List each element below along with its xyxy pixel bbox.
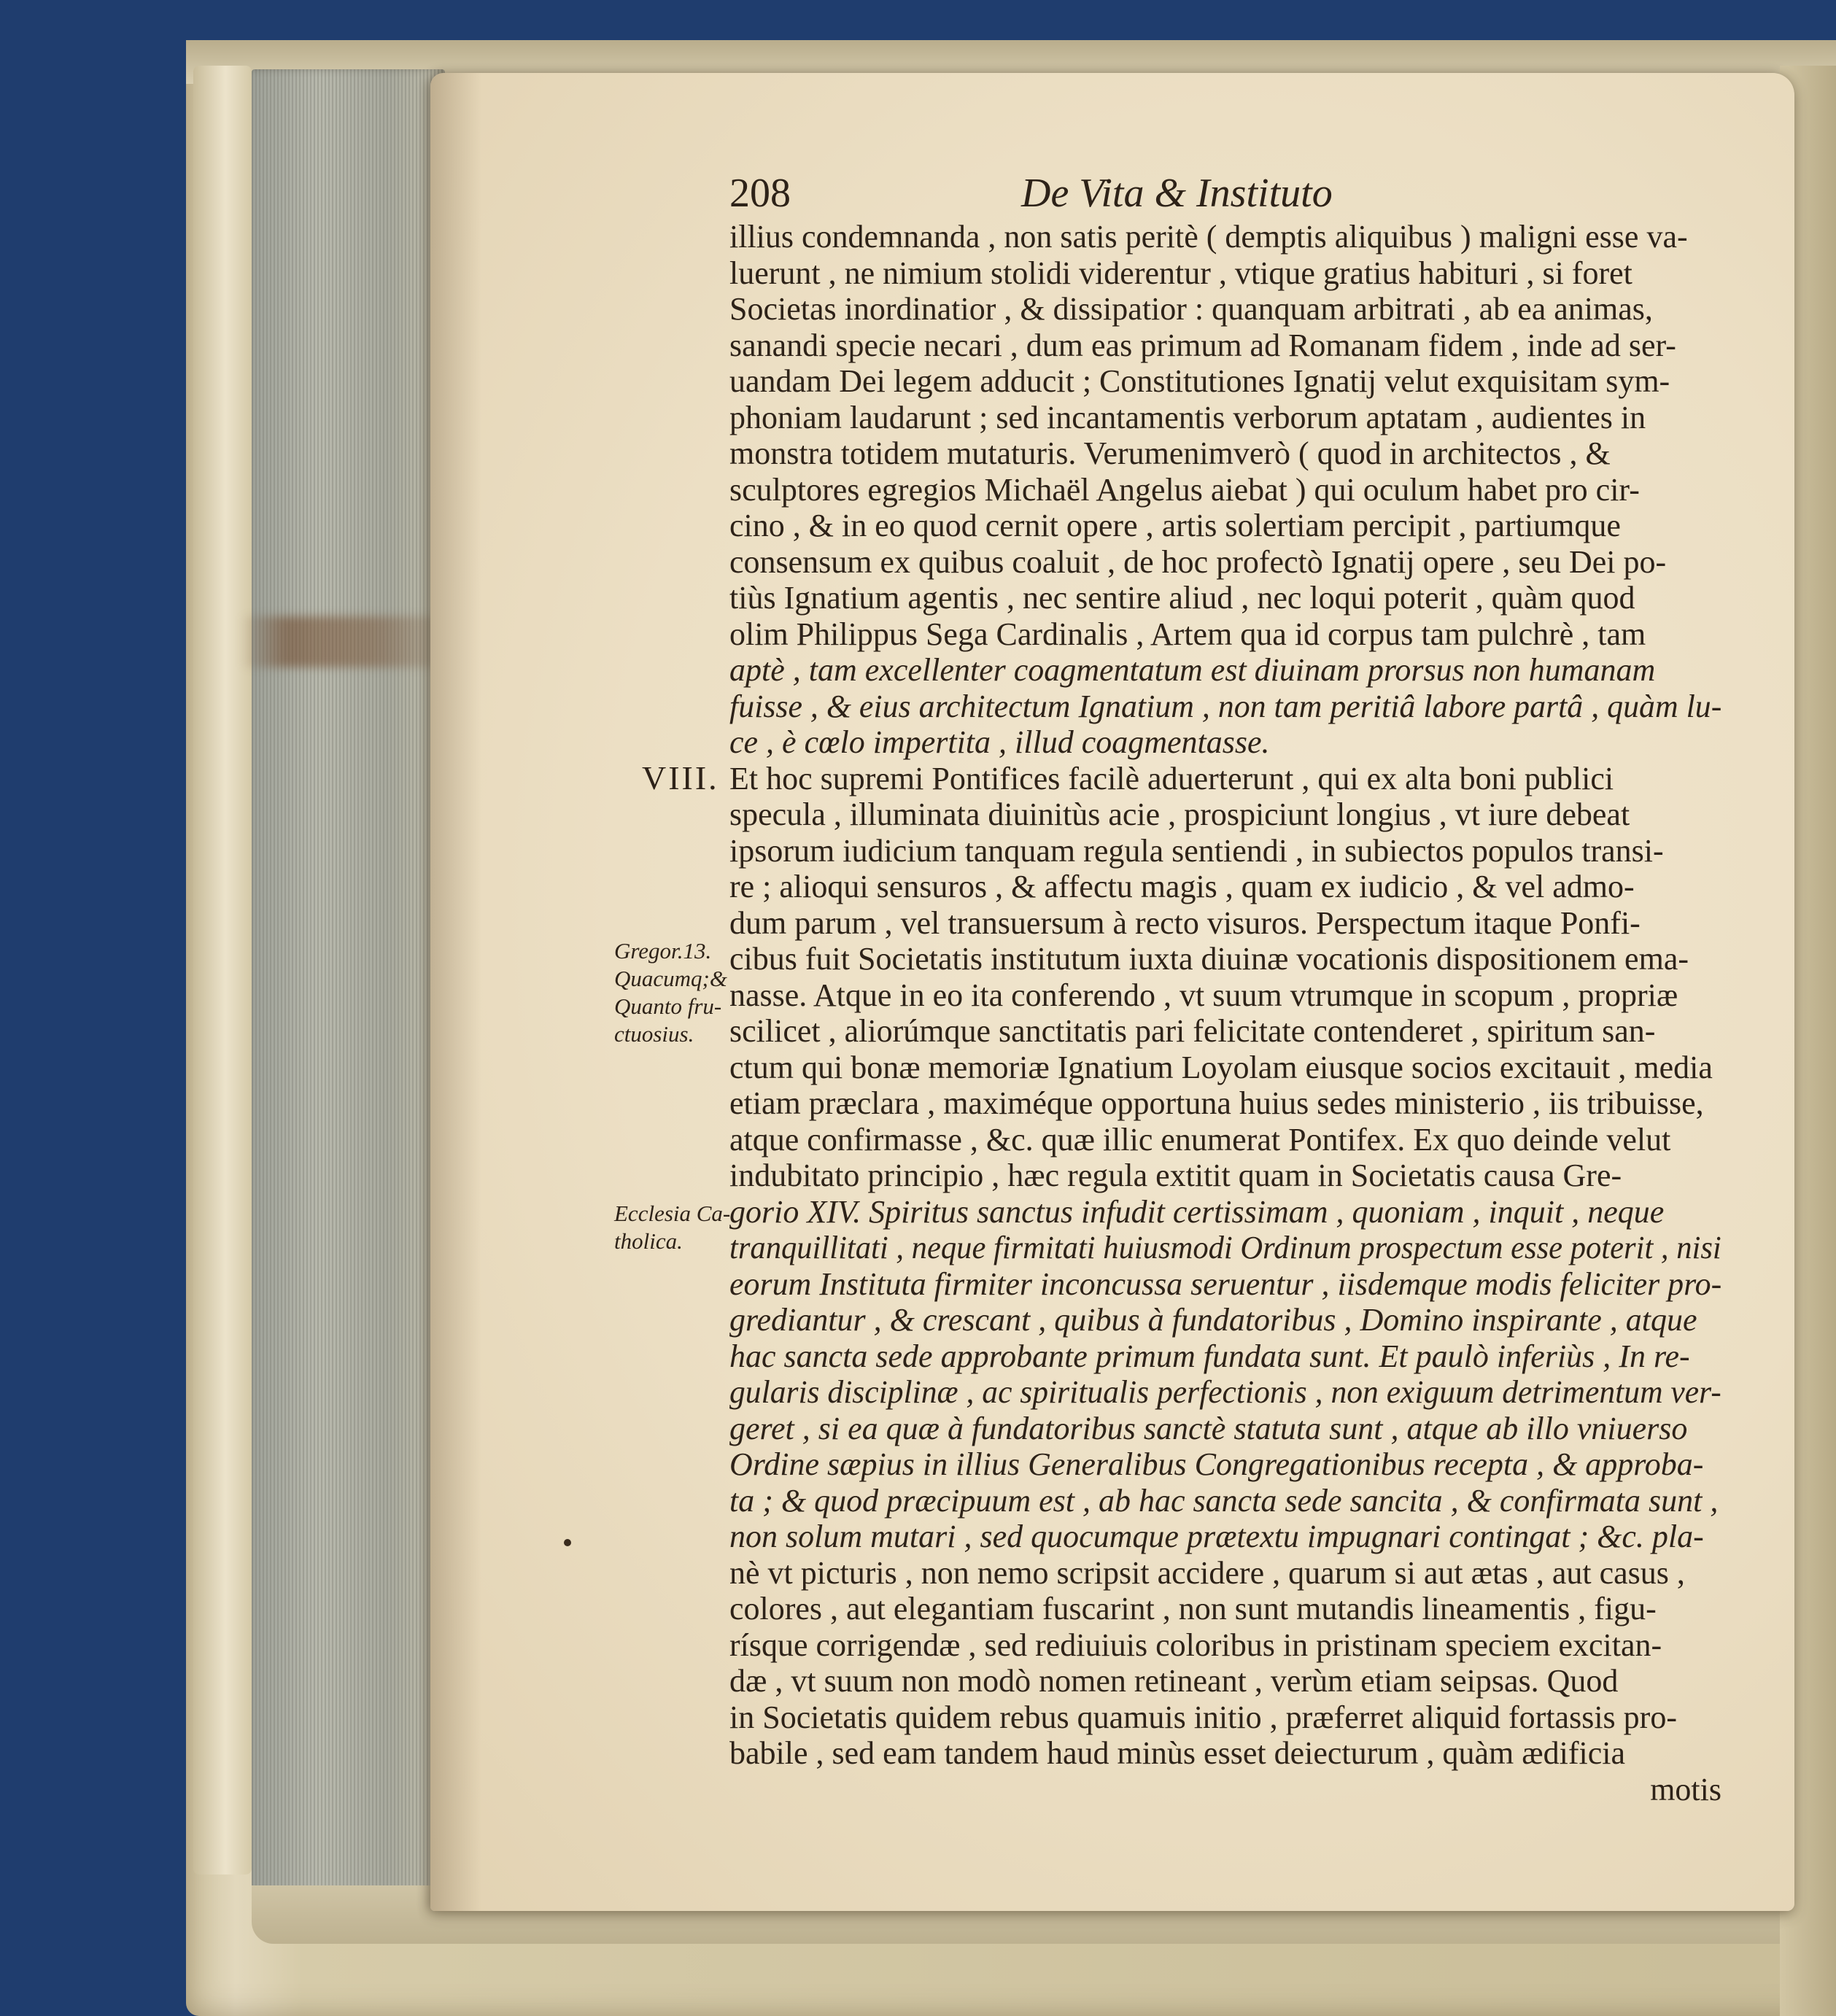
page-number: 208 — [729, 171, 791, 216]
margin-note-ecclesia — [614, 1200, 738, 1255]
text-line: Ordine sæpius in illius Generalibus Congregationibus recepta , & approba- — [729, 1446, 1704, 1482]
text-line: scilicet , aliorúmque sanctitatis pari felicitate contenderet , spiritum san- — [729, 1013, 1656, 1049]
text-line: Et hoc supremi Pontifices facilè aduerterunt , qui ex alta boni publici — [729, 760, 1614, 796]
text-line: sanandi specie necari , dum eas primum ad Romanam fidem , inde ad ser- — [729, 327, 1676, 363]
text-line: non solum mutari , sed quocumque prætextu impugnari contingat ; &c. pla- — [729, 1519, 1704, 1554]
ink-dot — [564, 1539, 571, 1546]
text-line: gorio XIV. Spiritus sanctus infudit certissimam , quoniam , inquit , neque — [729, 1193, 1665, 1230]
margin-note-line: ctuosius. — [614, 1021, 694, 1047]
text-line: sculptores egregios Michaël Angelus aiebat ) qui oculum habet pro cir- — [729, 471, 1640, 508]
text-line: uandam Dei legem adducit ; Constitutiones Ignatij velut exquisitam sym- — [729, 363, 1670, 399]
text-line: tranquillitati , neque firmitati huiusmodi Ordinum prospectum esse poterit , nisi — [729, 1230, 1721, 1265]
text-line: cibus fuit Societatis institutum iuxta diuinæ vocationis dispositionem ema- — [729, 941, 1689, 977]
margin-note-line: Quacumq;& — [614, 966, 727, 991]
page-edges — [252, 69, 445, 1896]
text-line: gularis disciplinæ , ac spiritualis perfectionis , non exiguum detrimentum ver- — [729, 1374, 1721, 1410]
text-line: hac sancta sede approbante primum fundata sunt. Et paulò inferiùs , In re- — [729, 1338, 1690, 1374]
text-line: ce , è cœlo impertita , illud coagmentasse. — [729, 724, 1270, 760]
margin-note-line: Gregor.13. — [614, 938, 712, 964]
margin-note-line: Quanto fru- — [614, 993, 722, 1019]
margin-note-gregory — [614, 937, 738, 1048]
running-header — [729, 164, 1459, 222]
text-line: indubitato principio , hæc regula extitit quam in Societatis causa Gre- — [729, 1158, 1622, 1193]
text-line: specula , illuminata diuinitùs acie , prospiciunt longius , vt iure debeat — [729, 796, 1630, 832]
text-line: aptè , tam excellenter coagmentatum est diuinam prorsus non humanam — [729, 652, 1656, 688]
text-line: illius condemnanda , non satis peritè ( demptis aliquibus ) maligni esse va- — [729, 219, 1688, 255]
text-line: motis — [1650, 1771, 1721, 1807]
text-line: rísque corrigendæ , sed rediuiuis coloribus in pristinam speciem excitan- — [729, 1627, 1662, 1663]
section-number: VIII. — [642, 759, 719, 796]
text-line: monstra totidem mutaturis. Verumenimverò ( quod in architectos , & — [729, 435, 1611, 471]
text-line: ctum qui bonæ memoriæ Ignatium Loyolam eiusque socios excitauit , media — [729, 1049, 1713, 1085]
text-line: fuisse , & eius architectum Ignatium , non tam peritiâ labore partâ , quàm lu- — [729, 688, 1722, 724]
gutter-shadow — [430, 73, 481, 1911]
text-line: babile , sed eam tandem haud minùs esset deiecturum , quàm ædificia — [729, 1735, 1625, 1771]
text-line: cino , & in eo quod cernit opere , artis solertiam percipit , partiumque — [729, 508, 1621, 543]
margin-note-line: Ecclesia Ca- — [614, 1201, 731, 1226]
text-line: olim Philippus Sega Cardinalis , Artem qua id corpus tam pulchrè , tam — [729, 616, 1646, 652]
margin-note-line: tholica. — [614, 1228, 683, 1254]
cover-fold — [193, 66, 252, 1875]
text-line: geret , si ea quæ à fundatoribus sanctè statuta sunt , atque ab illo vniuerso — [729, 1410, 1688, 1446]
text-line: grediantur , & crescant , quibus à fundatoribus , Domino inspirante , atque — [729, 1302, 1697, 1338]
text-line: luerunt , ne nimium stolidi viderentur , vtique gratius habituri , si foret — [729, 255, 1632, 291]
running-title: De Vita & Instituto — [1021, 171, 1333, 216]
text-line: ta ; & quod præcipuum est , ab hac sancta sede sancita , & confirmata sunt , — [729, 1482, 1719, 1519]
text-line: dum parum , vel transuersum à recto visuros. Perspectum itaque Ponfi- — [729, 904, 1641, 941]
text-line: ipsorum iudicium tanquam regula sentiendi , in subiectos populos transi- — [729, 832, 1664, 869]
text-line: eorum Instituta firmiter inconcussa seruentur , iisdemque modis feliciter pro- — [729, 1265, 1722, 1302]
body-text — [729, 219, 1721, 1807]
text-line: re ; alioqui sensuros , & affectu magis , quam ex iudicio , & vel admo- — [729, 869, 1635, 904]
text-line: dæ , vt suum non modò nomen retineant , verùm etiam seipsas. Quod — [729, 1663, 1619, 1699]
text-line: Societas inordinatior , & dissipatior : quanquam arbitrati , ab ea animas, — [729, 291, 1653, 327]
text-line: nasse. Atque in eo ita conferendo , vt suum vtrumque in scopum , propriæ — [729, 977, 1678, 1013]
text-line: colores , aut elegantiam fuscarint , non sunt mutandis lineamentis , figu- — [729, 1591, 1657, 1627]
text-line: atque confirmasse , &c. quæ illic enumerat Pontifex. Ex quo deinde velut — [729, 1121, 1671, 1158]
text-line: phoniam laudarunt ; sed incantamentis verborum aptatam , audientes in — [729, 399, 1646, 435]
text-line: consensum ex quibus coaluit , de hoc profectò Ignatij opere , seu Dei po- — [729, 543, 1667, 580]
text-line: nè vt picturis , non nemo scripsit accidere , quarum si aut ætas , aut casus , — [729, 1554, 1685, 1591]
text-line: etiam præclara , maximéque opportuna huius sedes ministerio , iis tribuisse, — [729, 1085, 1704, 1121]
text-line: in Societatis quidem rebus quamuis initio , præferret aliquid fortassis pro- — [729, 1699, 1677, 1735]
text-line: tiùs Ignatium agentis , nec sentire aliud , nec loqui poterit , quàm quod — [729, 580, 1635, 616]
